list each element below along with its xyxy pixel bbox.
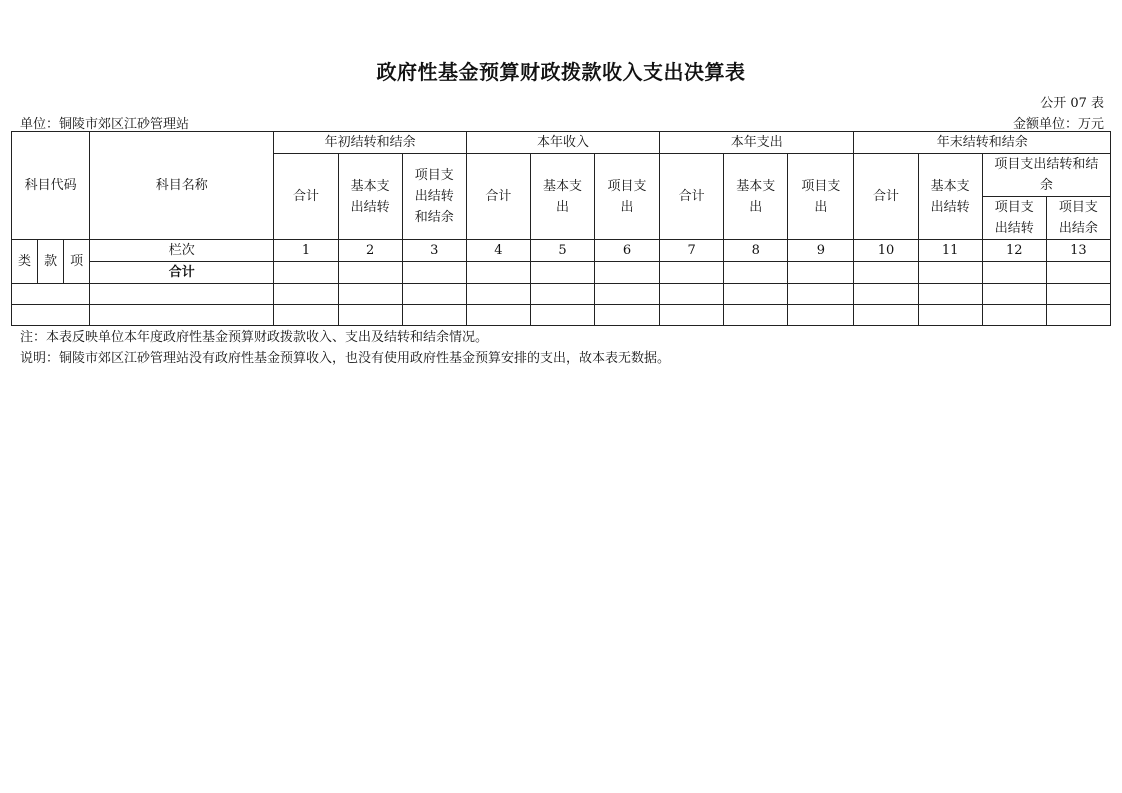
col-number: 12 [982, 240, 1046, 262]
header-begin-total: 合计 [274, 154, 338, 240]
header-cat: 类 [12, 240, 38, 284]
table-code: 公开 07 表 [1040, 96, 1104, 111]
col-number: 5 [530, 240, 594, 262]
table-note: 注：本表反映单位本年度政府性基金预算财政拨款收入、支出及结转和结余情况。 [20, 330, 489, 345]
header-sec: 款 [38, 240, 64, 284]
col-number: 7 [660, 240, 724, 262]
table-row [12, 305, 1111, 326]
col-number: 8 [724, 240, 788, 262]
table-row [12, 284, 1111, 305]
header-income-project-text: 项目支出 [607, 178, 647, 215]
col-number: 2 [338, 240, 402, 262]
header-group-begin: 年初结转和结余 [274, 132, 466, 154]
header-end-project-carry [982, 197, 1046, 240]
header-end-basic-text: 基本支出结转 [930, 178, 970, 215]
header-group-expense: 本年支出 [660, 132, 854, 154]
header-item: 项 [64, 240, 90, 284]
header-group-end: 年末结转和结余 [854, 132, 1111, 154]
col-number: 13 [1046, 240, 1110, 262]
header-end-project-balance [1046, 197, 1110, 240]
header-income-basic-text: 基本支出 [542, 178, 582, 215]
header-expense-basic [724, 154, 788, 240]
header-end-total: 合计 [854, 154, 918, 240]
page-title: 政府性基金预算财政拨款收入支出决算表 [376, 60, 746, 84]
header-expense-project-text: 项目支出 [801, 178, 841, 215]
row-number-label: 栏次 [90, 240, 274, 262]
header-subject-name: 科目名称 [90, 132, 274, 240]
table-explanation: 说明：铜陵市郊区江砂管理站没有政府性基金预算收入，也没有使用政府性基金预算安排的支出，故本表无数据。 [20, 351, 671, 366]
col-number: 4 [466, 240, 530, 262]
col-number: 3 [402, 240, 466, 262]
header-begin-basic-text: 基本支出结转 [350, 178, 390, 215]
header-expense-basic-text: 基本支出 [736, 178, 776, 215]
col-number: 9 [788, 240, 854, 262]
header-income-total: 合计 [466, 154, 530, 240]
table-row-total [12, 262, 1111, 284]
header-group-income: 本年收入 [466, 132, 659, 154]
header-end-basic [918, 154, 982, 240]
header-income-basic [530, 154, 594, 240]
col-number: 1 [274, 240, 338, 262]
header-expense-total: 合计 [660, 154, 724, 240]
header-subject-code: 科目代码 [12, 132, 90, 240]
amount-unit-label: 金额单位：万元 [1012, 117, 1104, 132]
col-number: 6 [595, 240, 660, 262]
total-row-label: 合计 [90, 262, 274, 284]
header-end-project [982, 154, 1110, 197]
header-begin-project [402, 154, 466, 240]
header-end-project-balance-text: 项目支出结余 [1058, 200, 1098, 236]
unit-label: 单位：铜陵市郊区江砂管理站 [20, 117, 190, 132]
header-begin-project-text: 项目支出结转和结余 [414, 168, 454, 225]
header-end-project-carry-text: 项目支出结转 [994, 200, 1034, 236]
budget-table [11, 131, 1111, 326]
header-income-project [595, 154, 660, 240]
header-begin-basic [338, 154, 402, 240]
col-number: 10 [854, 240, 918, 262]
header-end-project-text: 项目支出结转和结余 [994, 157, 1099, 193]
header-expense-project [788, 154, 854, 240]
col-number: 11 [918, 240, 982, 262]
